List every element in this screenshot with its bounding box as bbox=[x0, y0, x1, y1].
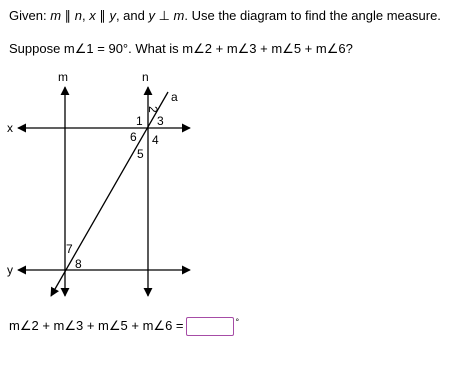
given-relation-2: x ∥ y bbox=[89, 8, 116, 23]
angle-label-4: 4 bbox=[152, 133, 159, 147]
given-sep-2: , and bbox=[115, 8, 149, 23]
line-a bbox=[51, 92, 168, 296]
degree-symbol: ° bbox=[235, 317, 240, 327]
angle-label-8: 8 bbox=[75, 257, 82, 271]
angle-label-7: 7 bbox=[66, 242, 73, 256]
given-prefix: Given: bbox=[9, 8, 51, 23]
angle-label-2: 2 bbox=[146, 106, 160, 113]
question-text: Suppose m∠1 = 90°. What is m∠2 + m∠3 + m∠5 + m∠6? bbox=[9, 41, 353, 56]
given-relation-3: y ⊥ m bbox=[148, 8, 185, 23]
angle-label-6: 6 bbox=[130, 130, 137, 144]
given-suffix: . Use the diagram to find the angle measure. bbox=[184, 8, 441, 23]
angle-label-1: 1 bbox=[136, 114, 143, 128]
geometry-diagram bbox=[0, 62, 230, 307]
angle-label-3: 3 bbox=[157, 114, 164, 128]
label-m: m bbox=[58, 70, 68, 84]
label-n: n bbox=[142, 70, 149, 84]
label-y: y bbox=[7, 263, 13, 277]
given-sep-1: , bbox=[81, 8, 90, 23]
label-x: x bbox=[7, 121, 13, 135]
given-relation-1: m ∥ n bbox=[50, 8, 82, 23]
answer-input[interactable] bbox=[186, 317, 234, 336]
answer-row bbox=[9, 316, 239, 336]
given-statement bbox=[9, 8, 441, 24]
answer-expression: m∠2 + m∠3 + m∠5 + m∠6 = bbox=[9, 318, 184, 333]
angle-label-5: 5 bbox=[137, 147, 144, 161]
label-a: a bbox=[171, 90, 178, 104]
